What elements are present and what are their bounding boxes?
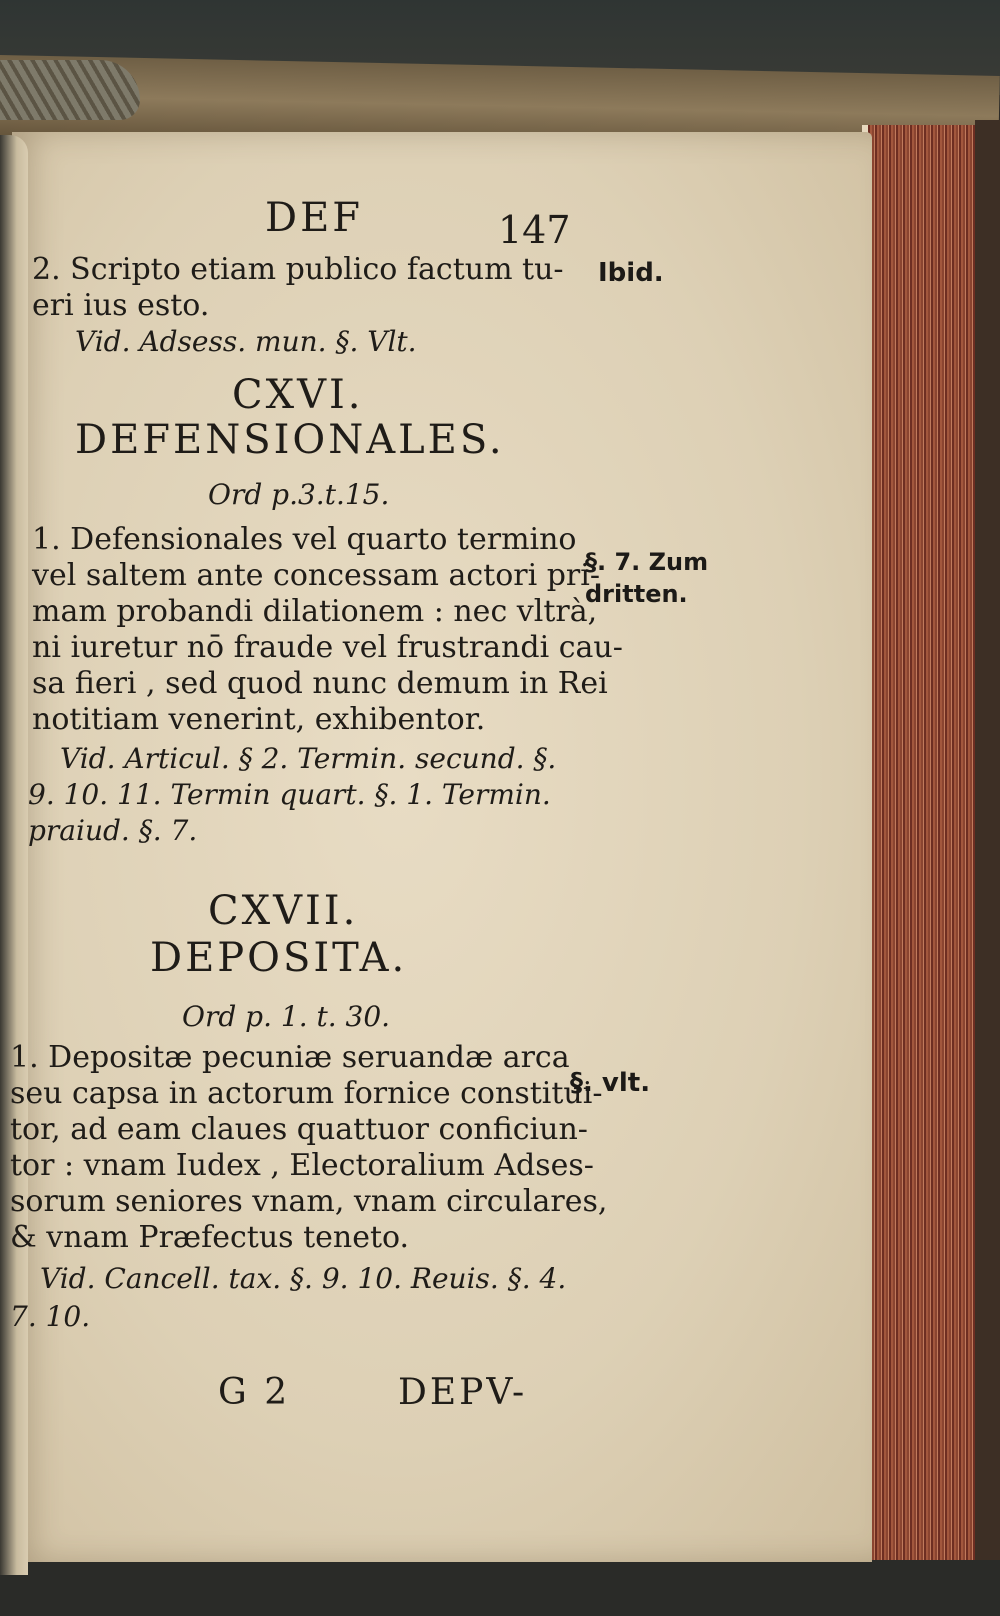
vid-reference: Vid. Cancell. tax. §. 9. 10. Reuis. §. 4. [40, 1262, 567, 1295]
section-number: CXVII. [208, 888, 359, 934]
left-page-curl [0, 135, 28, 1575]
section-title: DEPOSITA. [150, 935, 408, 981]
margin-note: §. 7. Zum [585, 548, 709, 576]
text-line: sorum seniores vnam, vnam circulares, [10, 1184, 608, 1219]
margin-note: §. vlt. [570, 1068, 651, 1098]
ordinance-reference: Ord p.3.t.15. [208, 478, 390, 511]
text-line: & vnam Præfectus teneto. [10, 1220, 410, 1255]
ordinance-reference: Ord p. 1. t. 30. [182, 1000, 391, 1033]
text-line: notitiam venerint, exhibentor. [32, 702, 486, 737]
section-title: DEFENSIONALES. [75, 417, 505, 463]
text-line: 1. Defensionales vel quarto termino [32, 522, 577, 557]
text-line: 2. Scripto etiam publico factum tu- [32, 252, 564, 287]
spine-binding-knot [0, 60, 140, 120]
section-number: CXVI. [232, 372, 364, 418]
text-line: seu capsa in actorum fornice constitui- [10, 1076, 603, 1111]
vid-reference: praiud. §. 7. [28, 814, 198, 847]
text-line: mam probandi dilationem : nec vltrà, [32, 594, 598, 629]
text-line: eri ius esto. [32, 288, 210, 323]
page-number: 147 [498, 208, 571, 252]
text-line: vel saltem ante concessam actori pri- [32, 558, 601, 593]
vid-reference: 9. 10. 11. Termin quart. §. 1. Termin. [28, 778, 551, 811]
vid-reference: Vid. Adsess. mun. §. Vlt. [75, 325, 417, 358]
text-line: tor, ad eam claues quattuor conficiun- [10, 1112, 588, 1147]
vid-reference: 7. 10. [10, 1300, 91, 1333]
text-line: 1. Depositæ pecuniæ seruandæ arca [10, 1040, 570, 1075]
text-line: sa fieri , sed quod nunc demum in Rei [32, 666, 608, 701]
text-line: ni iuretur nō fraude vel frustrandi cau- [32, 630, 623, 665]
text-line: tor : vnam Iudex , Electoralium Adses- [10, 1148, 594, 1183]
book-cover-edge [975, 120, 1000, 1616]
background-bottom [0, 1560, 1000, 1616]
running-title: DEF [265, 195, 364, 241]
vid-reference: Vid. Articul. § 2. Termin. secund. §. [60, 742, 557, 775]
margin-note: Ibid. [598, 258, 664, 288]
signature-mark: G 2 [218, 1372, 291, 1413]
margin-note: dritten. [585, 580, 688, 608]
catchword: DEPV- [398, 1372, 528, 1413]
